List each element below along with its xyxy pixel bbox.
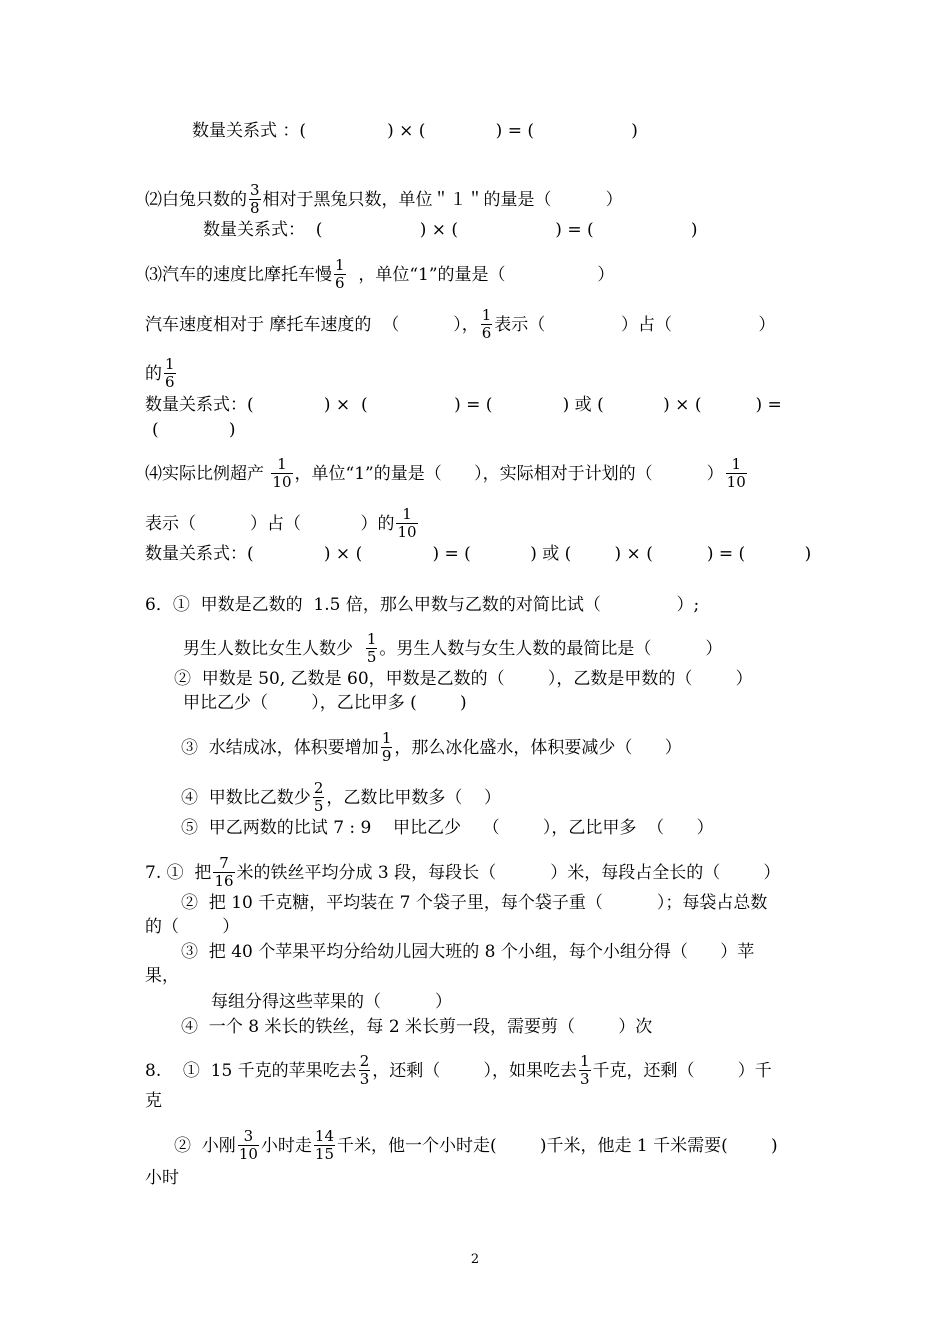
numerator: 1 bbox=[366, 630, 377, 648]
fraction bbox=[314, 1128, 335, 1163]
text: 数量关系式 ：( ) × ( ) = ( ) bbox=[192, 121, 638, 141]
fraction bbox=[359, 1053, 371, 1088]
text: 千克，还剩（ ）千 bbox=[592, 1060, 772, 1081]
text: 的 bbox=[145, 363, 162, 384]
q5-relation-1 bbox=[192, 121, 638, 141]
text: 相对于黑兔只数，单位＂１＂的量是（ ） bbox=[262, 189, 623, 210]
numerator: 1 bbox=[402, 505, 412, 523]
q5-part-3-relation-cont bbox=[152, 420, 236, 440]
q7-item-3 bbox=[181, 942, 754, 962]
numerator: 1 bbox=[277, 455, 287, 473]
fraction bbox=[271, 456, 292, 491]
q5-part-3-relation bbox=[145, 395, 782, 415]
q7-item-3-line-2 bbox=[211, 992, 452, 1012]
text: 每组分得这些苹果的（ ） bbox=[211, 992, 453, 1012]
text: 。男生人数与女生人数的最简比是（ ） bbox=[379, 638, 723, 659]
fraction bbox=[481, 307, 493, 342]
denominator: 15 bbox=[314, 1145, 334, 1163]
text: ，乙数比甲数多（ ） bbox=[326, 787, 501, 808]
text: 小时走 bbox=[260, 1135, 312, 1156]
text: 汽车速度相对于 摩托车速度的 （ ）， bbox=[145, 314, 479, 335]
text: 7. ① 把 bbox=[145, 862, 212, 883]
q7-item-1 bbox=[145, 855, 780, 890]
text: ③ 水结成冰，体积要增加 bbox=[181, 737, 379, 758]
fraction bbox=[726, 456, 747, 491]
numerator: 14 bbox=[314, 1127, 334, 1145]
q5-part-4-line-2 bbox=[145, 506, 420, 541]
q5-part-3 bbox=[145, 257, 614, 292]
fraction bbox=[213, 855, 234, 890]
q6-item-3 bbox=[181, 730, 682, 765]
text: 男生人数比女生人数少 bbox=[183, 638, 364, 659]
q7-item-4 bbox=[181, 1017, 652, 1037]
text: ④ 一个 8 米长的铁丝，每 2 米长剪一段，需要剪（ ）次 bbox=[181, 1017, 653, 1037]
denominator: 10 bbox=[726, 473, 746, 491]
text: ⑵白兔只数的 bbox=[145, 189, 247, 210]
denominator: 6 bbox=[481, 324, 492, 342]
text: ，单位“1”的量是（ ） bbox=[347, 264, 615, 285]
text: 表示（ ）占（ ） bbox=[494, 314, 776, 335]
text: ，那么冰化盛水，体积要减少（ ） bbox=[394, 737, 682, 758]
fraction bbox=[313, 780, 325, 815]
denominator: 5 bbox=[313, 797, 324, 815]
text: ⑤ 甲乙两数的比试 7 : 9 甲比乙少 （ ），乙比甲多 （ ） bbox=[181, 818, 714, 838]
text: 8. ① 15 千克的苹果吃去 bbox=[145, 1060, 357, 1081]
text: 果， bbox=[145, 966, 179, 986]
text: 数量关系式：( ) × ( ) = ( ) 或 ( ) × ( ) = ( ) bbox=[145, 544, 812, 564]
denominator: 10 bbox=[238, 1145, 258, 1163]
text: 数量关系式： ( ) × ( ) = ( ) bbox=[203, 220, 698, 240]
numerator: 1 bbox=[579, 1052, 590, 1070]
denominator: 9 bbox=[381, 747, 392, 765]
fraction bbox=[238, 1128, 259, 1163]
denominator: 3 bbox=[359, 1070, 370, 1088]
numerator: 3 bbox=[250, 181, 260, 199]
numerator: 2 bbox=[359, 1052, 370, 1070]
q7-item-3-cont bbox=[145, 966, 179, 986]
text: 小时 bbox=[145, 1168, 179, 1188]
fraction bbox=[366, 631, 378, 666]
text: 克 bbox=[145, 1091, 162, 1111]
denominator: 10 bbox=[397, 523, 417, 541]
q5-part-3-line-2 bbox=[145, 307, 775, 342]
text: 甲比乙少（ ），乙比甲多 ( ) bbox=[183, 693, 467, 713]
q5-part-4-relation bbox=[145, 544, 811, 564]
denominator: 3 bbox=[579, 1070, 590, 1088]
q5-part-2 bbox=[145, 182, 623, 217]
text: ，还剩（ ），如果吃去 bbox=[372, 1060, 577, 1081]
fraction bbox=[249, 182, 261, 217]
numerator: 1 bbox=[165, 355, 175, 373]
q5-part-3-line-3 bbox=[145, 356, 178, 391]
q8-item-1-cont bbox=[145, 1091, 162, 1111]
denominator: 10 bbox=[272, 473, 292, 491]
text: ⑶汽车的速度比摩托车慢 bbox=[145, 264, 332, 285]
fraction bbox=[164, 356, 176, 391]
fraction bbox=[396, 506, 417, 541]
text: 的（ ） bbox=[145, 917, 240, 937]
q6-item-5 bbox=[181, 818, 714, 838]
numerator: 1 bbox=[731, 455, 741, 473]
text: ② 把 10 千克糖，平均装在 7 个袋子里，每个袋子重（ ）；每袋占总数 bbox=[181, 893, 768, 913]
text: ④ 甲数比乙数少 bbox=[181, 787, 311, 808]
q5-part-2-relation bbox=[203, 220, 698, 240]
q8-item-1 bbox=[145, 1053, 772, 1088]
q6-item-1 bbox=[145, 595, 699, 615]
q6-item-4 bbox=[181, 780, 501, 815]
denominator: 6 bbox=[165, 373, 175, 391]
numerator: 1 bbox=[381, 729, 392, 747]
fraction bbox=[381, 730, 393, 765]
numerator: 3 bbox=[243, 1127, 254, 1145]
q8-item-2-cont bbox=[145, 1168, 179, 1188]
denominator: 16 bbox=[214, 872, 234, 890]
fraction bbox=[334, 257, 346, 292]
text: 千米，他一个小时走( )千米，他走 1 千米需要( ) bbox=[337, 1135, 778, 1156]
text: 米的铁丝平均分成 3 段，每段长（ ）米，每段占全长的（ ） bbox=[236, 862, 781, 883]
text: ③ 把 40 个苹果平均分给幼儿园大班的 8 个小组，每个小组分得（ ）苹 bbox=[181, 942, 755, 962]
denominator: 5 bbox=[366, 648, 377, 666]
page-number: 2 bbox=[470, 1252, 480, 1267]
text: ，单位“1”的量是（ ），实际相对于计划的（ ） bbox=[294, 463, 724, 484]
text: ⑷实际比例超产 bbox=[145, 463, 270, 484]
q7-item-2-cont bbox=[145, 917, 239, 937]
text: ② 小刚 bbox=[174, 1135, 236, 1156]
numerator: 1 bbox=[481, 306, 492, 324]
text: 6．① 甲数是乙数的 1.5 倍，那么甲数与乙数的对简比试（ ）; bbox=[145, 595, 700, 615]
numerator: 2 bbox=[313, 779, 324, 797]
denominator: 8 bbox=[250, 199, 260, 217]
q6-item-2 bbox=[174, 669, 753, 689]
fraction bbox=[579, 1053, 591, 1088]
text: ( ) bbox=[152, 420, 236, 440]
text: 数量关系式：( ) × ( ) = ( ) 或 ( ) × ( ) = bbox=[145, 395, 782, 415]
q7-item-2 bbox=[181, 893, 767, 913]
q5-part-4 bbox=[145, 456, 749, 491]
q8-item-2 bbox=[174, 1128, 778, 1163]
text: ② 甲数是 50, 乙数是 60，甲数是乙数的（ ），乙数是甲数的（ ） bbox=[174, 669, 753, 689]
text: 表示（ ）占（ ）的 bbox=[145, 513, 395, 534]
denominator: 6 bbox=[335, 274, 345, 292]
q6-item-2b bbox=[183, 693, 467, 713]
numerator: 7 bbox=[219, 854, 229, 872]
numerator: 1 bbox=[335, 256, 345, 274]
q6-item-1b bbox=[183, 631, 722, 666]
